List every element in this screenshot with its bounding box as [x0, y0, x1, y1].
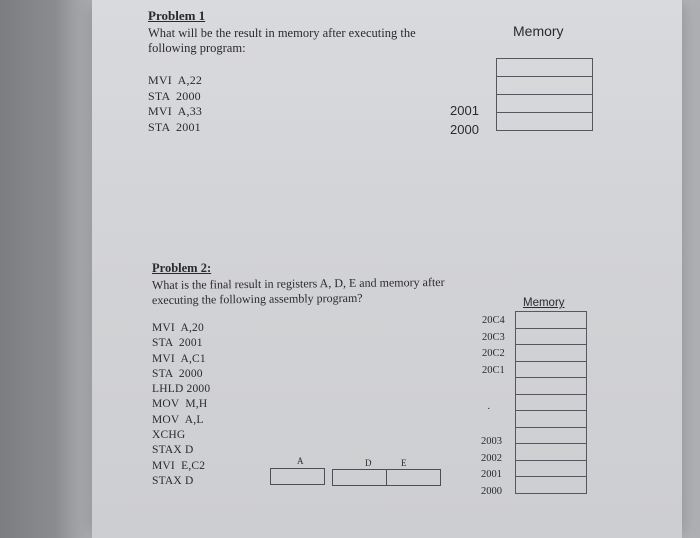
- memory-cell: [516, 461, 586, 478]
- address-label: 2003: [481, 436, 502, 447]
- code-line: MVI A,22: [148, 73, 203, 87]
- memory-cell: [516, 362, 586, 379]
- code-line: MVI A,33: [148, 104, 203, 118]
- register-e-label: E: [401, 458, 407, 468]
- problem1-title: Problem 1: [148, 8, 206, 23]
- memory-cell: [497, 95, 592, 113]
- memory-cell: [497, 77, 592, 95]
- code-line: MVI A,20: [152, 322, 204, 334]
- memory-cell: [516, 345, 586, 362]
- address-label: 2001: [481, 469, 502, 480]
- code-line: STAX D: [152, 474, 194, 487]
- code-line: STAX D: [152, 444, 194, 457]
- problem2-memory-table: [515, 311, 587, 494]
- memory-cell: [497, 113, 592, 130]
- memory-cell: [516, 411, 586, 428]
- address-label: 20C1: [482, 364, 505, 376]
- code-line: MVI E,C2: [152, 459, 206, 472]
- register-a-box: [270, 468, 325, 485]
- problem2-question-line1: What is the final result in registers A, D, E and memory after: [151, 274, 445, 292]
- problem1-question-line2: following program:: [148, 41, 246, 55]
- code-line: STA 2001: [152, 337, 203, 350]
- address-label: 2000: [481, 485, 502, 497]
- code-line: MOV M,H: [152, 398, 208, 411]
- problem2-memory-label: Memory: [523, 297, 565, 309]
- address-label: 2002: [481, 452, 502, 464]
- memory-cell: [516, 312, 586, 329]
- problem2-code: [152, 321, 210, 489]
- code-line: LHLD 2000: [152, 383, 211, 396]
- memory-cell: [516, 329, 586, 346]
- problem1-code: [148, 73, 202, 135]
- problem2-question-line2: executing the following assembly program?: [151, 290, 363, 307]
- memory-cell: [516, 444, 586, 461]
- register-a-label: A: [297, 456, 304, 466]
- problem1-memory-table: [496, 58, 593, 131]
- problem1-question-line1: What will be the result in memory after executing the: [148, 26, 416, 40]
- memory-cell: [516, 477, 586, 493]
- code-line: STA 2000: [148, 88, 201, 103]
- memory-cell: [516, 378, 586, 395]
- problem1-addresses: [450, 101, 479, 139]
- register-d-label: D: [365, 458, 372, 468]
- code-line: XCHG: [152, 429, 186, 442]
- address-label: 20C3: [482, 331, 505, 343]
- code-line: MVI A,C1: [152, 352, 206, 365]
- address-label: 2001: [450, 103, 479, 118]
- problem1-memory-label: Memory: [513, 23, 564, 39]
- address-label: 2000: [450, 122, 479, 137]
- register-d-box: [332, 469, 387, 486]
- memory-cell: [516, 428, 586, 445]
- memory-cell: [497, 59, 592, 77]
- problem2-addresses-top: [482, 313, 505, 379]
- problem2-addresses-bottom: [481, 434, 502, 500]
- code-line: STA 2000: [152, 367, 203, 380]
- ellipsis-dot: ·: [487, 404, 491, 415]
- register-e-box: [386, 469, 441, 486]
- address-label: 20C2: [482, 348, 505, 359]
- memory-cell: [516, 395, 586, 412]
- address-label: 20C4: [482, 315, 505, 326]
- problem2-title: Problem 2:: [152, 261, 212, 275]
- code-line: MOV A,L: [152, 413, 204, 426]
- code-line: STA 2001: [148, 119, 201, 134]
